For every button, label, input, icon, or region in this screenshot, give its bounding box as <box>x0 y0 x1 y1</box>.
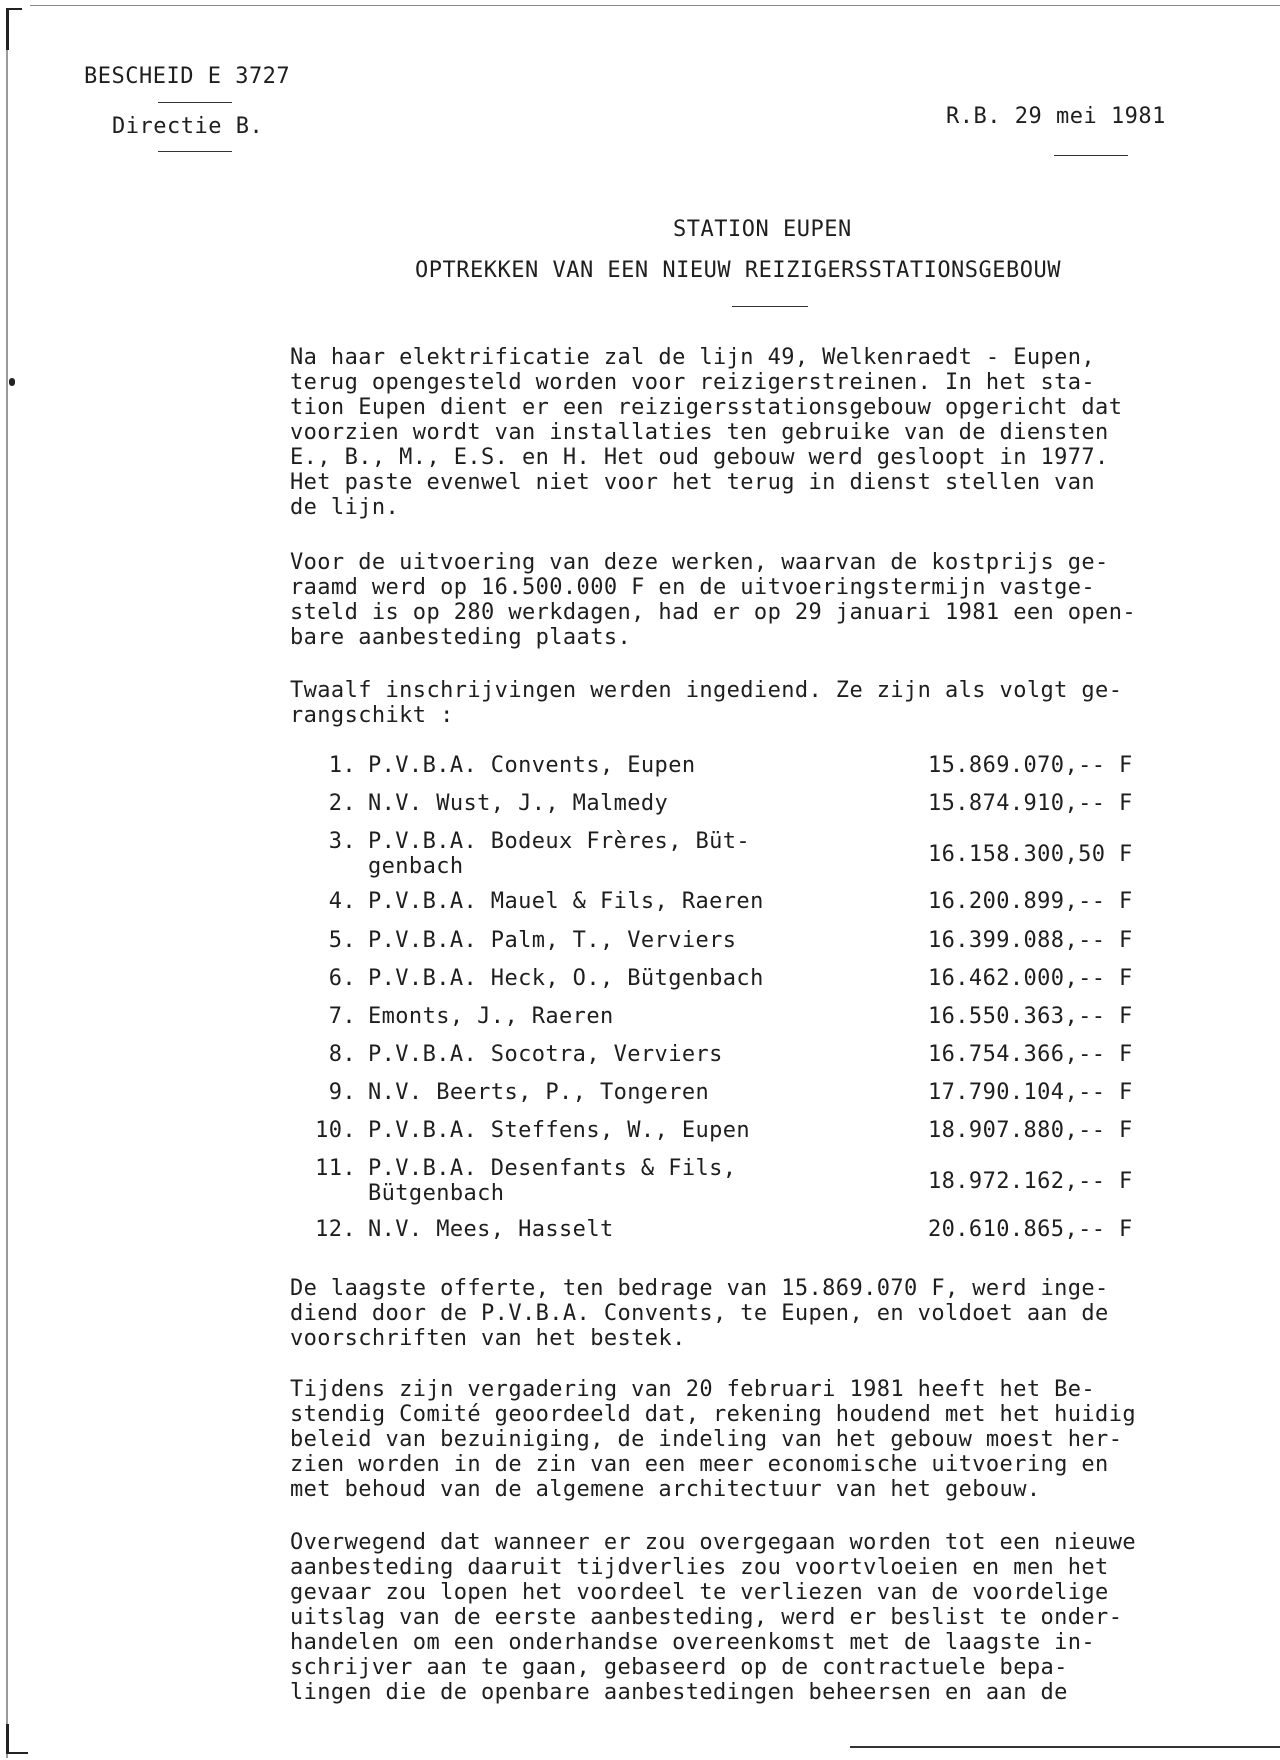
bid-rank: 5. <box>328 928 356 953</box>
considering-paragraph <box>290 1530 1230 1705</box>
paragraph-line: Twaalf inschrijvingen werden ingediend. Ze zijn als volgt ge- <box>290 678 1123 703</box>
paragraph-line: handelen om een onderhandse overeenkomst met de laagste in- <box>290 1630 1096 1655</box>
paragraph-line: stendig Comité geoordeeld dat, rekening houdend met het huidig <box>290 1402 1136 1427</box>
bid-company: N.V. Wust, J., Malmedy <box>368 791 669 816</box>
paragraph-line: rangschikt : <box>290 703 454 728</box>
paragraph-line: aanbesteding daaruit tijdverlies zou voortvloeien en men het <box>290 1555 1109 1580</box>
corner-mark-bottom-left-vertical <box>6 1724 9 1754</box>
paragraph-line: steld is op 280 werkdagen, had er op 29 januari 1981 een open- <box>290 600 1136 625</box>
bid-company: P.V.B.A. Heck, O., Bütgenbach <box>368 966 764 991</box>
bid-amount: 15.874.910,-- F <box>928 791 1133 816</box>
bid-company: P.V.B.A. Convents, Eupen <box>368 753 696 778</box>
bids-intro-paragraph <box>290 678 1230 728</box>
bid-rank: 7. <box>328 1004 356 1029</box>
paragraph-line: Na haar elektrificatie zal de lijn 49, Welkenraedt - Eupen, <box>290 345 1096 370</box>
bid-company: P.V.B.A. Steffens, W., Eupen <box>368 1118 751 1143</box>
bid-amount: 16.399.088,-- F <box>928 928 1133 953</box>
bid-amount: 16.200.899,-- F <box>928 889 1133 914</box>
committee-paragraph <box>290 1377 1230 1502</box>
reference-underline <box>158 102 232 103</box>
bid-amount: 18.907.880,-- F <box>928 1118 1133 1143</box>
paragraph-line: met behoud van de algemene architectuur van het gebouw. <box>290 1477 1041 1502</box>
bid-rank: 12. <box>315 1217 356 1242</box>
bid-rank: 6. <box>328 966 356 991</box>
bid-company: N.V. Mees, Hasselt <box>368 1217 614 1242</box>
date-underline <box>1054 155 1128 156</box>
bid-amount: 16.550.363,-- F <box>928 1004 1133 1029</box>
bid-company: P.V.B.A. Socotra, Verviers <box>368 1042 723 1067</box>
paragraph-line: Overwegend dat wanneer er zou overgegaan worden tot een nieuwe <box>290 1530 1136 1555</box>
bid-rank: 1. <box>328 753 356 778</box>
department-label: Directie B. <box>112 114 264 139</box>
bid-rank: 10. <box>315 1118 356 1143</box>
tender-paragraph <box>290 550 1230 650</box>
bid-amount: 16.158.300,50 F <box>928 842 1133 867</box>
bid-company: P.V.B.A. Desenfants & Fils, Bütgenbach <box>368 1156 737 1206</box>
corner-mark-bottom-left <box>6 1752 28 1754</box>
department-underline <box>158 151 232 152</box>
title-underline <box>732 306 808 307</box>
document-reference: BESCHEID E 3727 <box>84 64 291 89</box>
bid-rank: 3. <box>328 829 356 854</box>
bid-amount: 17.790.104,-- F <box>928 1080 1133 1105</box>
bid-row <box>300 1156 1180 1206</box>
bid-rank: 2. <box>328 791 356 816</box>
paragraph-line: uitslag van de eerste aanbesteding, werd er beslist te onder- <box>290 1605 1123 1630</box>
paragraph-line: lingen die de openbare aanbestedingen beheersen en aan de <box>290 1680 1068 1705</box>
bid-amount: 16.462.000,-- F <box>928 966 1133 991</box>
paragraph-line: voorzien wordt van installaties ten gebruike van de diensten <box>290 420 1109 445</box>
bid-company: Emonts, J., Raeren <box>368 1004 614 1029</box>
scan-edge-left <box>6 8 8 1758</box>
bid-amount: 16.754.366,-- F <box>928 1042 1133 1067</box>
paragraph-line: raamd werd op 16.500.000 F en de uitvoeringstermijn vastge- <box>290 575 1096 600</box>
paragraph-line: de lijn. <box>290 495 400 520</box>
bid-company: P.V.B.A. Palm, T., Verviers <box>368 928 737 953</box>
paragraph-line: voorschriften van het bestek. <box>290 1326 686 1351</box>
bid-company: N.V. Beerts, P., Tongeren <box>368 1080 710 1105</box>
bid-company: P.V.B.A. Bodeux Frères, Büt- genbach <box>368 829 751 879</box>
intro-paragraph <box>290 345 1230 520</box>
paragraph-line: Tijdens zijn vergadering van 20 februari 1981 heeft het Be- <box>290 1377 1096 1402</box>
paragraph-line: Het paste evenwel niet voor het terug in dienst stellen van <box>290 470 1096 495</box>
bid-amount: 20.610.865,-- F <box>928 1217 1133 1242</box>
bid-rank: 4. <box>328 889 356 914</box>
paragraph-line: terug opengesteld worden voor reizigerstreinen. In het sta- <box>290 370 1096 395</box>
paragraph-line: gevaar zou lopen het voordeel te verliezen van de voordelige <box>290 1580 1109 1605</box>
paragraph-line: schrijver aan te gaan, gebaseerd op de contractuele bepa- <box>290 1655 1068 1680</box>
paragraph-line: tion Eupen dient er een reizigersstationsgebouw opgericht dat <box>290 395 1123 420</box>
corner-mark-top-left-vertical <box>6 8 9 50</box>
paragraph-line: zien worden in de zin van een meer economische uitvoering en <box>290 1452 1109 1477</box>
paragraph-line: E., B., M., E.S. en H. Het oud gebouw werd gesloopt in 1977. <box>290 445 1109 470</box>
bid-amount: 18.972.162,-- F <box>928 1169 1133 1194</box>
bid-rank: 11. <box>315 1156 356 1181</box>
title-station: STATION EUPEN <box>673 217 852 242</box>
bottom-rule <box>850 1746 1280 1748</box>
paragraph-line: De laagste offerte, ten bedrage van 15.869.070 F, werd inge- <box>290 1276 1109 1301</box>
title-subject: OPTREKKEN VAN EEN NIEUW REIZIGERSSTATIONSGEBOUW <box>415 258 1062 283</box>
paragraph-line: diend door de P.V.B.A. Convents, te Eupen, en voldoet aan de <box>290 1301 1109 1326</box>
scan-edge-top <box>30 5 1280 6</box>
paragraph-line: bare aanbesteding plaats. <box>290 625 632 650</box>
document-date: R.B. 29 mei 1981 <box>946 104 1166 129</box>
bid-rank: 8. <box>328 1042 356 1067</box>
bid-amount: 15.869.070,-- F <box>928 753 1133 778</box>
bid-row <box>300 829 1180 879</box>
paragraph-line: beleid van bezuiniging, de indeling van het gebouw moest her- <box>290 1427 1123 1452</box>
paragraph-line: Voor de uitvoering van deze werken, waarvan de kostprijs ge- <box>290 550 1109 575</box>
lowest-offer-paragraph <box>290 1276 1230 1351</box>
punch-mark <box>9 378 15 386</box>
bid-rank: 9. <box>328 1080 356 1105</box>
bid-company: P.V.B.A. Mauel & Fils, Raeren <box>368 889 764 914</box>
